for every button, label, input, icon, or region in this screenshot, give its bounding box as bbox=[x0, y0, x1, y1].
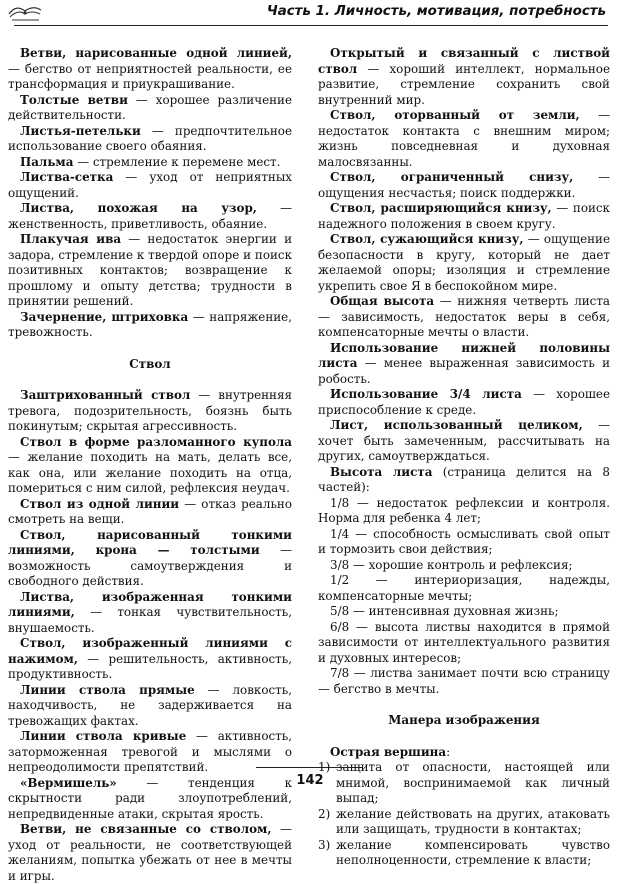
entry-total-height: Общая высота — нижняя четверть листа — зависимость, недостаток веры в себя, компенсаторные мечты о власти. bbox=[318, 294, 610, 339]
entry-weeping-willow: Плакучая ива — недостаток энергии и задора, стремление к твердой опоре и поиск позитивных контактов; возвращение к прошлому и опыту детства; трудности в принятии решений. bbox=[8, 232, 293, 308]
list-item: 3) желание компенсировать чувство неполноценности, стремление к власти; bbox=[318, 837, 610, 867]
running-head-title: Часть 1. Личность, мотивация, потребность bbox=[266, 4, 606, 19]
left-column bbox=[8, 46, 292, 884]
entry-open-trunk: Открытый и связанный с листвой ствол — хороший интеллект, нормальное развитие, стремление сохранить свой внутренний мир. bbox=[318, 46, 610, 107]
section-heading-trunk: Ствол bbox=[129, 356, 171, 371]
entry-broken-dome-trunk: Ствол в форме разломанного купола — желание походить на мать, делать все, как она, или желание походить на отца, помериться с ним силой, рефлексия неудач. bbox=[8, 434, 292, 495]
dragonfly-logo-icon bbox=[6, 2, 44, 24]
entry-curved-trunk-lines: Линии ствола кривые — активность, заторможенная тревогой и мыслями о непреодолимости препятствий. bbox=[8, 729, 292, 774]
entry-single-line-trunk: Ствол из одной линии — отказ реально смотреть на вещи. bbox=[8, 496, 293, 526]
entry-thin-line-foliage: Листва, изображенная тонкими линиями, — тонкая чувствительность, внушаемость. bbox=[8, 589, 292, 635]
entry-trunk-off-ground: Ствол, оторванный от земли, — недостаток контакта с внешним миром; жизнь повседневная и духовная малосвязанны. bbox=[318, 108, 611, 169]
entry-shading: Зачернение, штриховка — напряжение, тревожность. bbox=[8, 309, 292, 339]
entry-full-sheet-usage: Лист, использованный целиком, — хочет быть замеченным, рассчитывать на других, самоутверждаться. bbox=[318, 418, 610, 463]
entry-straight-trunk-lines: Линии ствола прямые — ловкость, находчивость, не задерживается на тревожащих фактах. bbox=[8, 682, 292, 728]
entry-pattern-foliage: Листва, похожая на узор, — женственность, приветливость, обаяние. bbox=[8, 201, 293, 231]
height-item-3-8: 3/8 — хорошие контроль и рефлексия; bbox=[330, 557, 573, 572]
entry-branches-single-line: Ветви, нарисованные одной линией, — бегство от неприятностей реальности, ее трансформация и приукрашивание. bbox=[8, 46, 292, 91]
entry-loop-leaves: Листья-петельки — предпочтительное использование своего обаяния. bbox=[8, 123, 292, 153]
entry-thick-branches: Толстые ветви — хорошее различение действительности. bbox=[8, 92, 292, 122]
entry-vermicelli: «Вермишель» — тенденция к скрытности ради злоупотреблений, непредвиденные атаки, скрытая ярость. bbox=[8, 775, 292, 821]
entry-sheet-height: Высота листа (страница делится на 8 частей): bbox=[318, 464, 610, 494]
entry-pressed-line-trunk: Ствол, изображенный линиями с нажимом, — решительность, активность, продуктивность. bbox=[8, 636, 292, 681]
header-rule bbox=[14, 25, 608, 26]
entry-thin-trunk-thick-crown: Ствол, нарисованный тонкими линиями, крона — толстыми — возможность самоутверждения и свободного действия. bbox=[8, 527, 292, 588]
height-item-5-8: 5/8 — интенсивная духовная жизнь; bbox=[330, 604, 559, 618]
entry-net-foliage: Листва-сетка — уход от неприятных ощущений. bbox=[8, 170, 292, 200]
entry-three-quarter-usage: Использование 3/4 листа — хорошее приспособление к среде. bbox=[318, 387, 611, 417]
height-item-1-2: 1/2 — интериоризация, надежды, компенсаторные мечты; bbox=[318, 573, 610, 603]
section-heading-manner: Манера изображения bbox=[388, 713, 540, 727]
height-item-7-8: 7/8 — листва занимает почти всю страницу — бегство в мечты. bbox=[318, 666, 610, 696]
height-item-1-4: 1/4 — способность осмысливать свой опыт и тормозить свои действия; bbox=[318, 526, 610, 556]
entry-trunk-bounded-below: Ствол, ограниченный снизу, — ощущения несчастья; поиск поддержки. bbox=[318, 170, 610, 200]
subheading-sharp-top: Острая вершина: bbox=[330, 744, 451, 759]
page-header bbox=[0, 0, 620, 30]
entry-trunk-narrowing-down: Ствол, сужающийся книзу, — ощущение безопасности в кругу, который не дает желаемой опоры; изоляция и стремление укрепить свое Я в беспокойном мире. bbox=[318, 232, 611, 293]
entry-lower-half-usage: Использование нижней половины листа — менее выраженная зависимость и робость. bbox=[318, 340, 610, 386]
height-item-1-8: 1/8 — недостаток рефлексии и контроля. Норма для ребенка 4 лет; bbox=[318, 495, 610, 525]
entry-trunk-widening-down: Ствол, расширяющийся книзу, — поиск надежного положения в своем кругу. bbox=[318, 201, 610, 231]
footer-rule bbox=[256, 767, 362, 768]
entry-shaded-trunk: Заштрихованный ствол — внутренняя тревога, подозрительность, боязнь быть покинутым; скрытая агрессивность. bbox=[8, 388, 292, 433]
entry-detached-branches: Ветви, не связанные со стволом, — уход от реальности, не соответствующей желаниям, попытка убежать от нее в мечты и игры. bbox=[8, 822, 292, 883]
page-number: 142 bbox=[296, 773, 324, 788]
entry-palm: Пальма — стремление к перемене мест. bbox=[20, 154, 281, 169]
right-column bbox=[318, 46, 610, 869]
list-item: 1) защита от опасности, настоящей или мнимой, воспринимаемой как личный выпад; bbox=[318, 760, 610, 805]
height-item-6-8: 6/8 — высота листвы находится в прямой зависимости от интеллектуального развития и духовных интересов; bbox=[318, 619, 610, 665]
list-item: 2) желание действовать на других, атаковать или защищать, трудности в контактах; bbox=[318, 806, 610, 836]
